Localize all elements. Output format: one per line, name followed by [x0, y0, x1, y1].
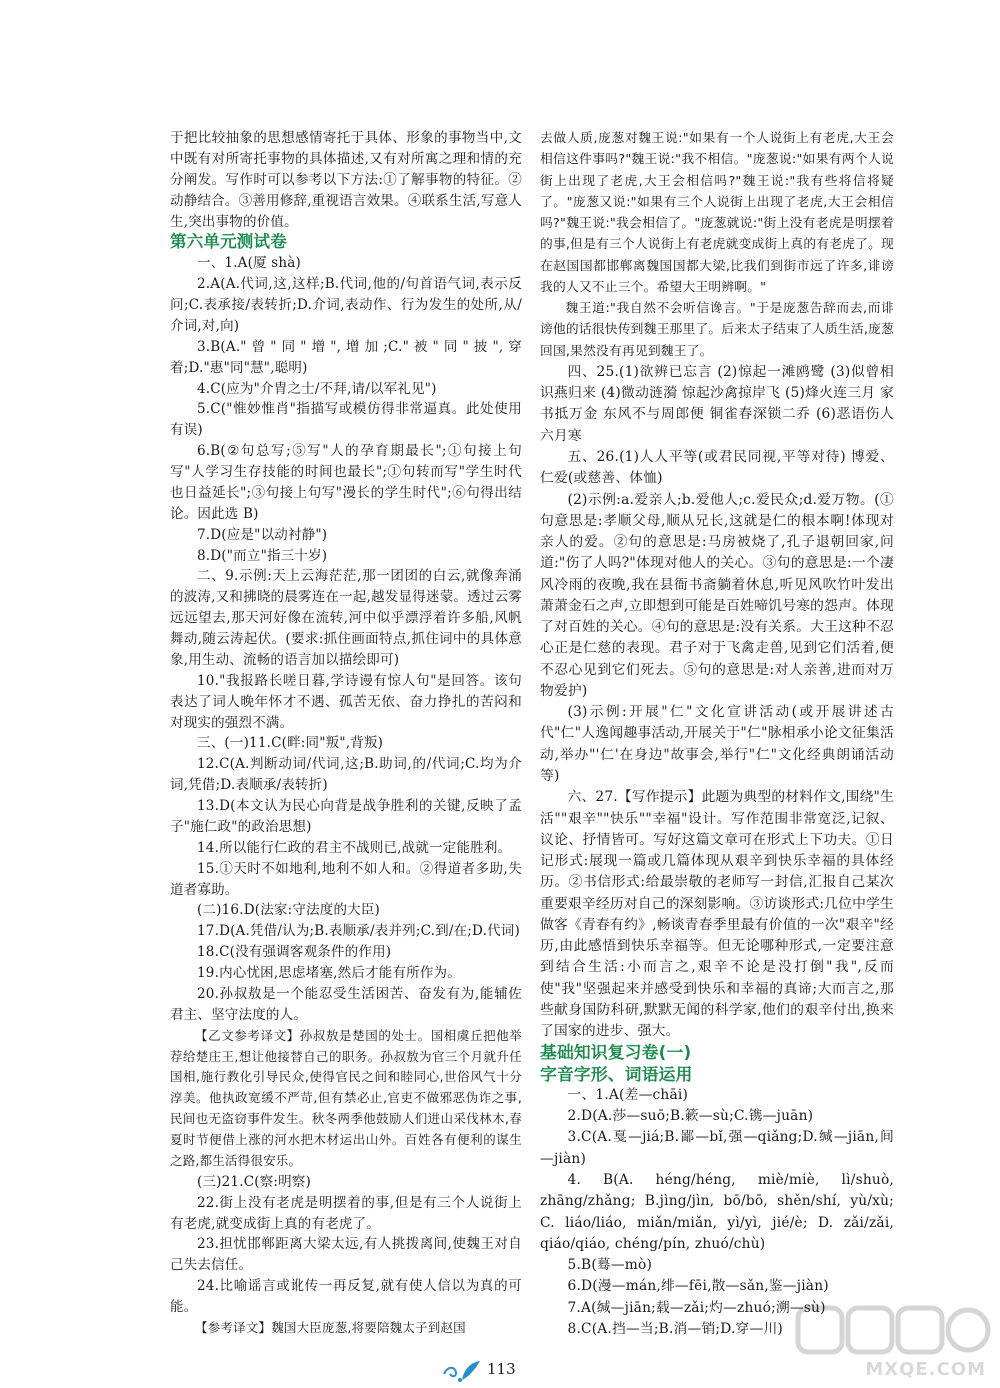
section-heading: 基础知识复习卷(一) [540, 1042, 692, 1063]
answer-paragraph: (二)16.D(法家:守法度的大臣) [197, 902, 381, 919]
answer-paragraph: 19.内心忧困,思虑堵塞,然后才能有所作为。 [197, 965, 461, 981]
answer-paragraph: 4.C(应为"介胄之士/不拜,请/以军礼见") [197, 380, 437, 397]
right-column [540, 128, 894, 1340]
answer-paragraph: 四、25.(1)欲辨已忘言 (2)惊起一滩鸥鹭 (3)似曾相识燕归来 (4)微动涟漪 惊起沙禽掠岸飞 (5)烽火连三月 家书抵万金 东风不与周郎便 铜雀春深锁二乔 (6)恶语伤人六月寒 [540, 363, 894, 444]
answer-paragraph: 一、1.A(厦 shà) [197, 255, 302, 272]
answer-paragraph: 五、26.(1)人人平等(或君民同视,平等对待) 博爱、仁爱(或慈善、体恤) [540, 448, 894, 487]
answer-paragraph: 三、(一)11.C(畔:同"叛",背叛) [197, 735, 384, 752]
answer-paragraph: 于把比较抽象的思想感情寄托于具体、形象的事物当中,文中既有对所寄托事物的具体描述,又有对所寓之理和情的充分阐发。写作时可以参考以下方法:①了解事物的特征。②动静结合。③善用修辞,重视语言效果。④联系生活,写意人生,突出事物的价值。 [170, 130, 522, 230]
answer-paragraph: 二、9.示例:天上云海茫茫,那一团团的白云,就像奔涌的波涛,又和拂晓的晨雾连在一起,越发显得迷蒙。透过云雾远远望去,那天河好像在流转,河中似乎漂浮着许多船,风帆舞动,随云涛起伏。(要求:抓住画面特点,抓住词中的具体意象,用生动、流畅的语言加以描绘即可) [170, 568, 522, 668]
answer-paragraph: 13.D(本文认为民心向背是战争胜利的关键,反映了孟子"施仁政"的政治思想) [170, 798, 522, 835]
answer-paragraph: 7.A(缄—jiān;载—zǎi;灼—zhuó;溯—sù) [567, 1299, 826, 1316]
answer-paragraph: 10."我报路长嗟日暮,学诗谩有惊人句"是回答。该句表达了词人晚年怀才不遇、孤苦无依、奋力挣扎的苦闷和对现实的强烈不满。 [170, 672, 522, 731]
answer-paragraph: 2.D(A.莎—suō;B.簌—sù;C.镌—juān) [567, 1108, 814, 1125]
answer-paragraph: 17.D(A.凭借/认为;B.表顺承/表并列;C.到/在;D.代词) [197, 923, 520, 940]
answer-paragraph: 18.C(没有强调客观条件的作用) [197, 944, 392, 961]
section-heading: 字音字形、词语运用 [540, 1063, 693, 1084]
answer-paragraph: 5.B(蓦—mò) [567, 1257, 653, 1274]
answer-paragraph: (2)示例:a.爱亲人;b.爱他人;c.爱民众;d.爱万物。(①句意思是:孝顺父母,顺从兄长,这就是仁的根本啊!体现对亲人的爱。②句的意思是:马房被烧了,孔子退朝回家,问道:"伤了人吗?"体现对他人的关心。③句的意思是:一个凄风冷雨的夜晚,我在县衙书斋躺着休息,听见风吹竹叶发出萧萧金石之声,立即想到可能是百姓啼饥号寒的怨声。体现了对百姓的关心。④句的意思是:没有关系。大王这种不忍心正是仁慈的表现。君子对于飞禽走兽,见到它们活着,便不忍心见到它们死去。⑤句的意思是:对人亲善,进而对万物爱护) [540, 491, 894, 699]
swirl-leaf-logo-icon [440, 1358, 482, 1384]
answer-paragraph: 15.①天时不如地利,地利不如人和。②得道者多助,失道者寡助。 [170, 860, 522, 898]
watermark-seal-icon [792, 1304, 992, 1362]
answer-paragraph: 六、27.【写作提示】此题为典型的材料作文,围绕"生活""艰辛""快乐""幸福"设计。写作范围非常宽泛,记叙、议论、抒情皆可。写好这篇文章可在形式上下功夫。①日记形式:展现一篇或几篇体现从艰辛到快乐幸福的具体经历。②书信形式:给最崇敬的老师写一封信,汇报自己某次重要艰辛经历对自己的深刻影响。③访谈形式:几位中学生做客《青春有约》,畅谈青春季里最有价值的一次"艰辛"经历,由此感悟到快乐幸福等。但无论哪种形式,一定要注意到结合生活:小而言之,艰辛不论是没打倒"我",反而使"我"坚强起来并感受到快乐和幸福的真谛;大而言之,那些献身国防科研,默默无闻的科学家,他们的艰辛付出,换来了国家的进步、强大。 [540, 789, 895, 1040]
answer-paragraph: 3.C(A.戛—jiá;B.鄙—bǐ,强—qiǎng;D.缄—jiān,间—jiàn) [540, 1129, 894, 1167]
answer-paragraph: 8.D("而立"指三十岁) [197, 547, 328, 564]
answer-paragraph: 3.B(A."曾"同"增",增加;C."被"同"披",穿着;D."惠"同"慧",聪明) [170, 338, 522, 376]
answer-paragraph: 6.D(漫—mán,绯—fēi,散—sǎn,鉴—jiàn) [567, 1278, 829, 1295]
answer-paragraph: 一、1.A(差—chāi) [567, 1086, 689, 1103]
answer-paragraph: 2.A(A.代词,这,这样;B.代词,他的/句首语气词,表示反问;C.表承接/表转折;D.介词,表动作、行为发生的处所,从/介词,对,向) [170, 276, 522, 334]
answer-paragraph: 6.B(②句总写;⑤写"人的孕育期最长";①句接上句写"人学习生存技能的时间也最长";①句转而写"学生时代也日益延长";③句接上句写"漫长的学生时代";⑥句得出结论。因此选 B) [170, 443, 522, 522]
answer-paragraph: 22.街上没有老虎是明摆着的事,但是有三个人说街上有老虎,就变成街上真的有老虎了。 [170, 1194, 522, 1232]
answer-paragraph: 12.C(A.判断动词/代词,这;B.助词,的/代词;C.均为介词,凭借;D.表顺承/表转折) [170, 756, 522, 794]
answer-paragraph: (3)示例:开展"仁"文化宣讲活动(或开展讲述古代"仁"人逸闻趣事活动,开展关于"仁"脉相承小论文征集活动,举办"'仁'在身边"故事会,举行"仁"文化经典朗诵活动等) [540, 704, 894, 784]
answer-paragraph: 5.C("惟妙惟肖"指描写或模仿得非常逼真。此处使用有误) [170, 401, 522, 439]
answer-paragraph: 魏王道:"我自然不会听信谗言。"于是庞葱告辞而去,而诽谤他的话很快传到魏王那里了。后来太子结束了人质生活,庞葱回国,果然没有再见到魏王了。 [540, 301, 894, 359]
answer-paragraph: 7.D(应是"以动衬静") [197, 526, 328, 543]
section-heading: 第六单元测试卷 [170, 232, 287, 252]
watermark [792, 1304, 992, 1384]
answer-paragraph: 20.孙叔敖是一个能忍受生活困苦、奋发有为,能辅佐君主、坚守法度的人。 [170, 985, 522, 1023]
answer-paragraph: 23.担忧邯郸距离大梁太远,有人挑拨离间,使魏王对自己失去信任。 [170, 1236, 522, 1274]
answer-paragraph: 14.所以能行仁政的君主不战则已,战就一定能胜利。 [197, 839, 512, 856]
answer-paragraph: 【乙文参考译文】孙叔敖是楚国的处士。国相虞丘把他举荐给楚庄王,想让他接替自己的职务。孙叔敖为官三个月就升任国相,施行教化引导民众,使得官民之间和睦同心,世俗风气十分淳美。他执政宽缓不严苛,但有禁必止,官吏不做邪恶伪诈之事,民间也无盗窃事件发生。秋冬两季他鼓励人们进山采伐林木,春夏时节便借上涨的河水把木材运出山外。百姓各有便利的谋生之路,都生活得很安乐。 [170, 1027, 522, 1168]
answer-paragraph: 【参考译文】魏国大臣庞葱,将要陪魏太子到赵国 [195, 1319, 466, 1335]
answer-paragraph: 24.比喻谣言或讹传一再反复,就有使人信以为真的可能。 [170, 1278, 522, 1315]
answer-paragraph: 4. B(A. héng/héng, miè/miè, lì/shuò, zhāng/zhǎng; B.jìng/jìn, bō/bō, shěn/shí, yù/xù; C. liáo/liáo, miǎn/miǎn, yì/yì, jié/è; D. zǎi/zǎi, qiáo/qiáo, chéng/pín, zhuó/chù) [540, 1172, 894, 1252]
page-number: 113 [487, 1360, 516, 1378]
answer-paragraph: 去做人质,庞葱对魏王说:"如果有一个人说街上有老虎,大王会相信这件事吗?"魏王说:"我不相信。"庞葱说:"如果有两个人说街上出现了老虎,大王会相信吗?"魏王说:"我有些将信将疑了。"庞葱又说:"如果有三个人说街上出现了老虎,大王会相信吗?"魏王说:"我会相信了。"庞葱就说:"街上没有老虎是明摆着的事,但是有三个人说街上有老虎就变成街上真的有老虎了。现在赵国国都邯郸离魏国国都大梁,比我们到街市远了许多,诽谤我的人又不止三个。希望大王明辨啊。" [540, 131, 894, 295]
watermark-text: MXQE.COM [865, 1359, 986, 1380]
answer-paragraph: (三)21.C(察:明察) [197, 1173, 312, 1190]
answer-paragraph: 8.C(A.挡—当;B.消—销;D.穿—川) [567, 1320, 783, 1337]
left-column [170, 128, 522, 1339]
